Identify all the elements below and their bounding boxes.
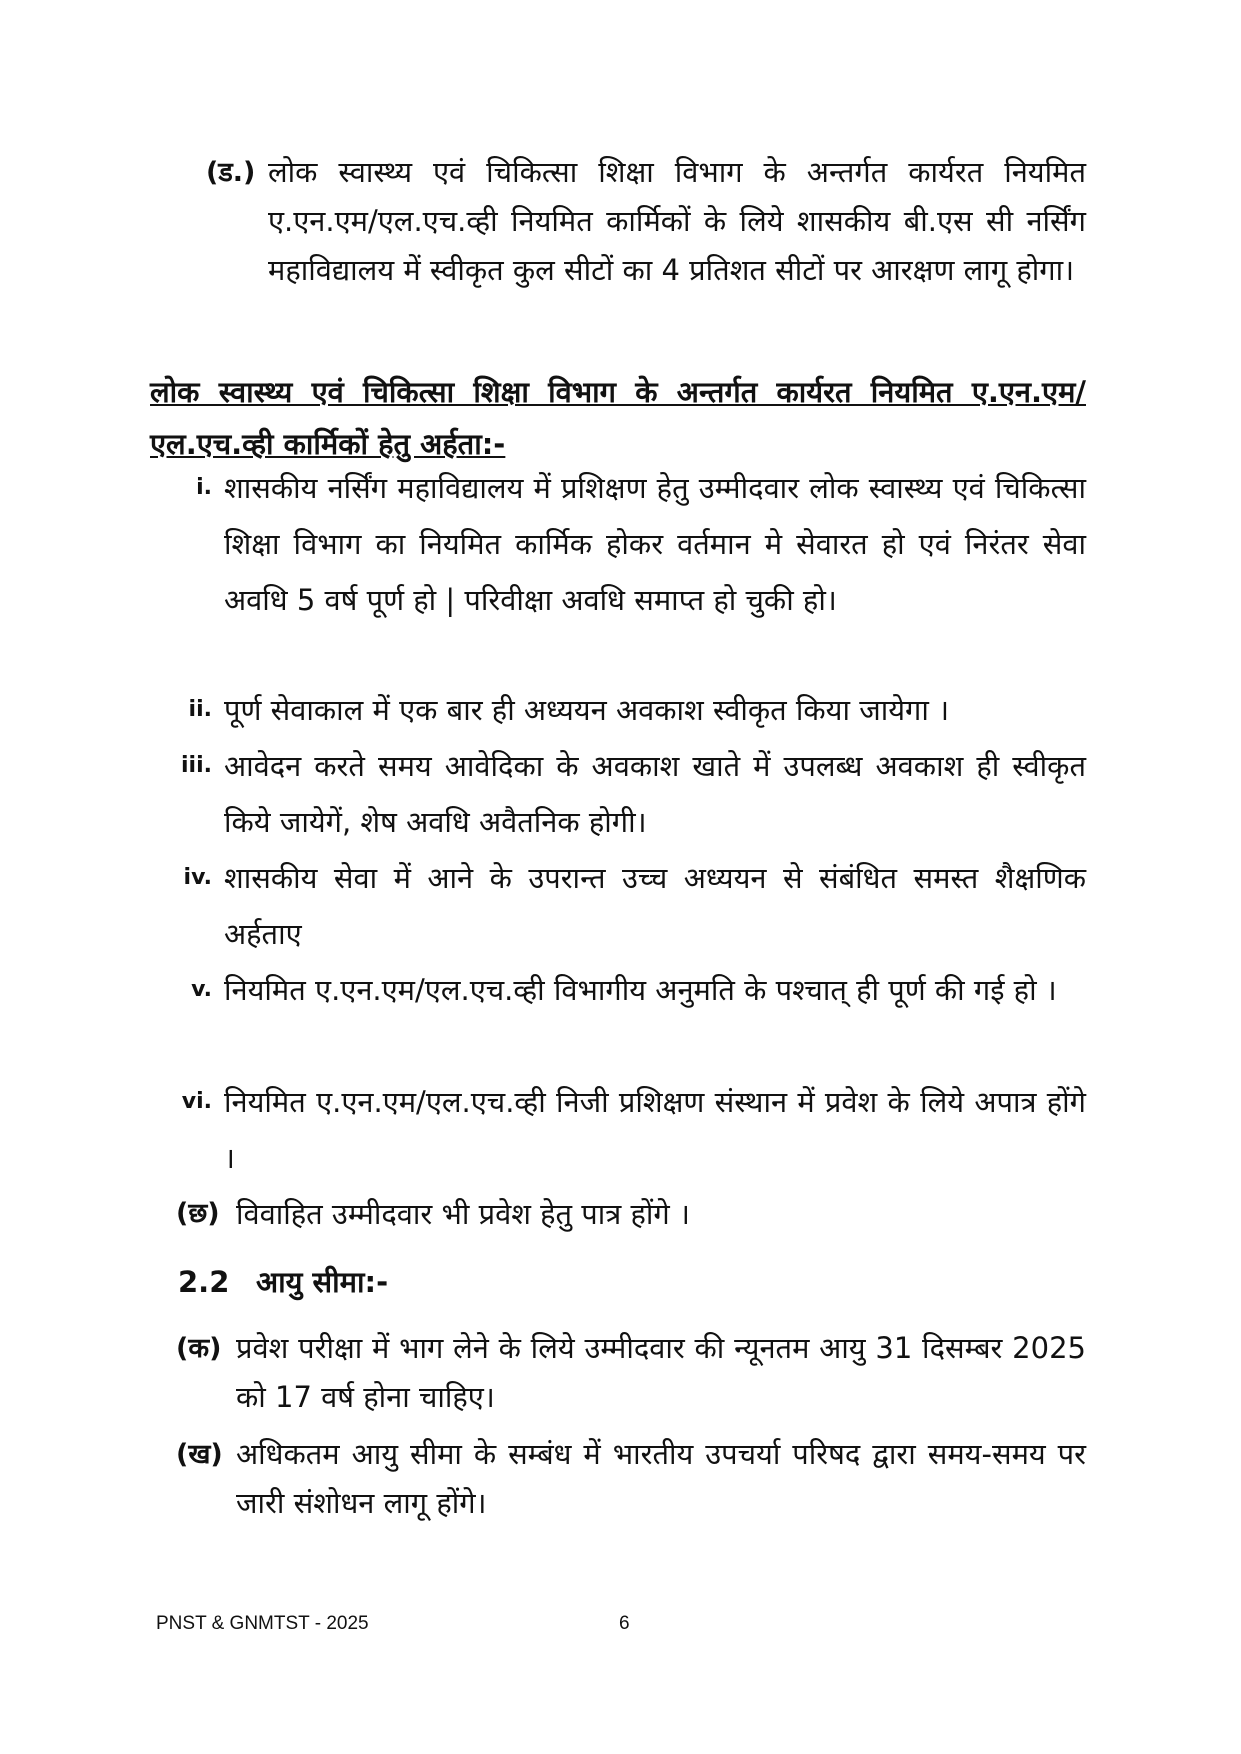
- para-chh-label: (छ): [176, 1198, 220, 1229]
- para-d-text: लोक स्वास्थ्य एवं चिकित्सा शिक्षा विभाग के अन्तर्गत कार्यरत नियमित ए.एन.एम/एल.एच.व्ही नियमित कार्मिकों के लिये शासकीय बी.एस सी नर्सिंग महाविद्यालय में स्वीकृत कुल सीटों का 4 प्रतिशत सीटों पर आरक्षण लागू होगा।: [268, 155, 1086, 287]
- item-number: iv.: [183, 865, 212, 890]
- para-ka-text: प्रवेश परीक्षा में भाग लेने के लिये उम्मीदवार की न्यूनतम आयु 31 दिसम्बर 2025 को 17 वर्ष होना चाहिए।: [236, 1331, 1086, 1414]
- section-title: आयु सीमा:-: [256, 1265, 389, 1299]
- list-item: नियमित ए.एन.एम/एल.एच.व्ही विभागीय अनुमति के पश्चात् ही पूर्ण की गई हो ।: [224, 973, 1057, 1007]
- list-item: आवेदन करते समय आवेदिका के अवकाश खाते में उपलब्ध अवकाश ही स्वीकृत किये जायेगें, शेष अवधि अवैतनिक होगी।: [224, 749, 1086, 839]
- para-chh-text: विवाहित उम्मीदवार भी प्रवेश हेतु पात्र होंगे ।: [236, 1197, 690, 1231]
- item-number: v.: [191, 977, 212, 1002]
- footer-title: PNST & GNMTST - 2025: [156, 1613, 369, 1634]
- item-number: i.: [196, 475, 212, 500]
- list-item: पूर्ण सेवाकाल में एक बार ही अध्ययन अवकाश स्वीकृत किया जायेगा ।: [224, 693, 950, 727]
- list-item: नियमित ए.एन.एम/एल.एच.व्ही निजी प्रशिक्षण संस्थान में प्रवेश के लिये अपात्र होंगे ।: [224, 1085, 1086, 1175]
- item-number: iii.: [181, 753, 212, 778]
- page-number: 6: [619, 1613, 630, 1634]
- para-ka-label: (क): [176, 1333, 222, 1364]
- para-d-label: (ड.): [206, 157, 256, 188]
- list-item: शासकीय सेवा में आने के उपरान्त उच्च अध्ययन से संबंधित समस्त शैक्षणिक अर्हताए: [224, 861, 1086, 951]
- para-kha-text: अधिकतम आयु सीमा के सम्बंध में भारतीय उपचर्या परिषद द्वारा समय-समय पर जारी संशोधन लागू होंगे।: [236, 1437, 1086, 1520]
- section-heading: लोक स्वास्थ्य एवं चिकित्सा शिक्षा विभाग के अन्तर्गत कार्यरत नियमित ए.एन.एम/एल.एच.व्ही कार्मिकों हेतु अर्हता:-: [150, 375, 1086, 461]
- section-number: 2.2: [178, 1265, 230, 1299]
- list-item: शासकीय नर्सिंग महाविद्यालय में प्रशिक्षण हेतु उम्मीदवार लोक स्वास्थ्य एवं चिकित्सा शिक्षा विभाग का नियमित कार्मिक होकर वर्तमान मे सेवारत हो एवं निरंतर सेवा अवधि 5 वर्ष पूर्ण हो | परिवीक्षा अवधि समाप्त हो चुकी हो।: [224, 471, 1086, 617]
- item-number: vi.: [181, 1089, 212, 1114]
- item-number: ii.: [188, 697, 212, 722]
- para-kha-label: (ख): [176, 1439, 223, 1470]
